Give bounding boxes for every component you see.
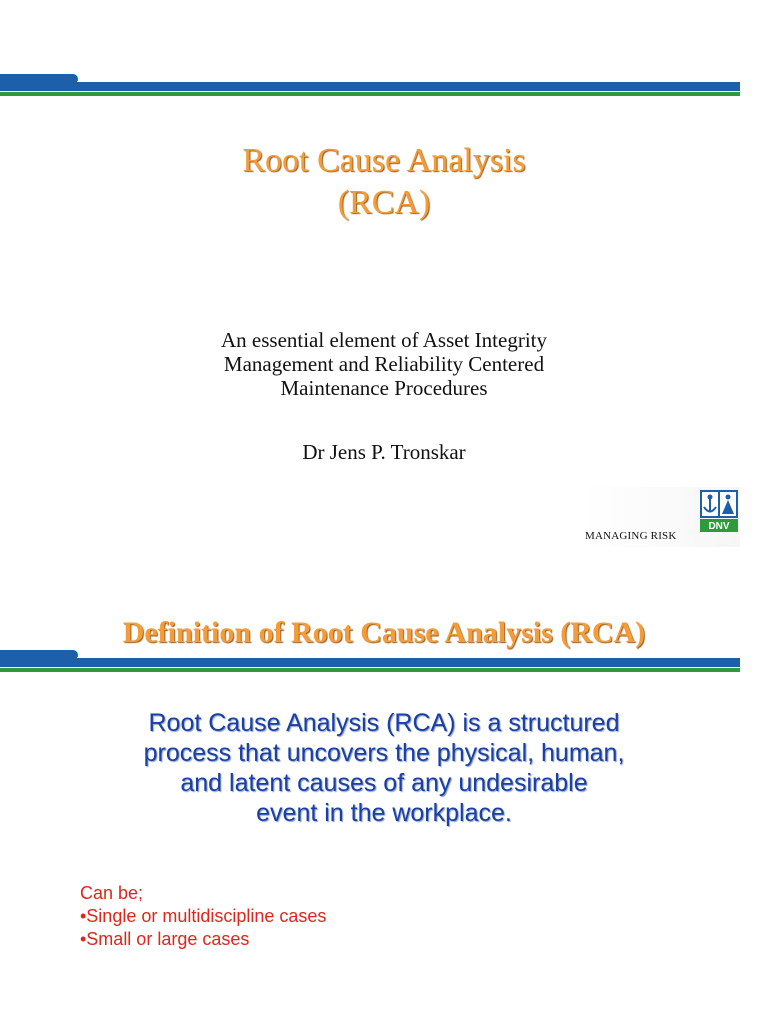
header-bar-green [0,668,740,672]
definition-slide [0,560,768,1024]
definition-line-2: process that uncovers the physical, human, [143,739,625,767]
header-bar-cap [0,74,78,84]
list-item: •Single or multidiscipline cases [80,906,327,926]
header-bar-blue [0,658,740,667]
subtitle-line-3: Maintenance Procedures [280,376,488,400]
definition-line-1: Root Cause Analysis (RCA) is a structured [148,709,620,737]
dnv-logo-text: DNV [708,521,730,532]
slide-title [0,140,768,224]
header-bar-green [0,92,740,96]
dnv-logo-icon [700,490,738,532]
can-be-heading: Can be; [80,883,144,903]
definition-text [60,708,708,828]
subtitle-line-2: Management and Reliability Centered [223,352,545,376]
slide-title-line-1: Root Cause Analysis [242,142,526,179]
slide-title-line-2: (RCA) [337,184,431,221]
slide-subtitle [0,328,768,400]
definition-title: Definition of Root Cause Analysis (RCA) [122,616,646,649]
list-item: •Small or large cases [80,929,250,949]
definition-line-4: event in the workplace. [256,799,512,827]
subtitle-line-1: An essential element of Asset Integrity [220,328,547,352]
can-be-list [80,882,326,951]
author-name: Dr Jens P. Tronskar [302,440,466,464]
definition-line-3: and latent causes of any undesirable [180,769,588,797]
header-bar-blue [0,82,740,91]
managing-risk-tagline: MANAGING RISK [585,530,677,542]
